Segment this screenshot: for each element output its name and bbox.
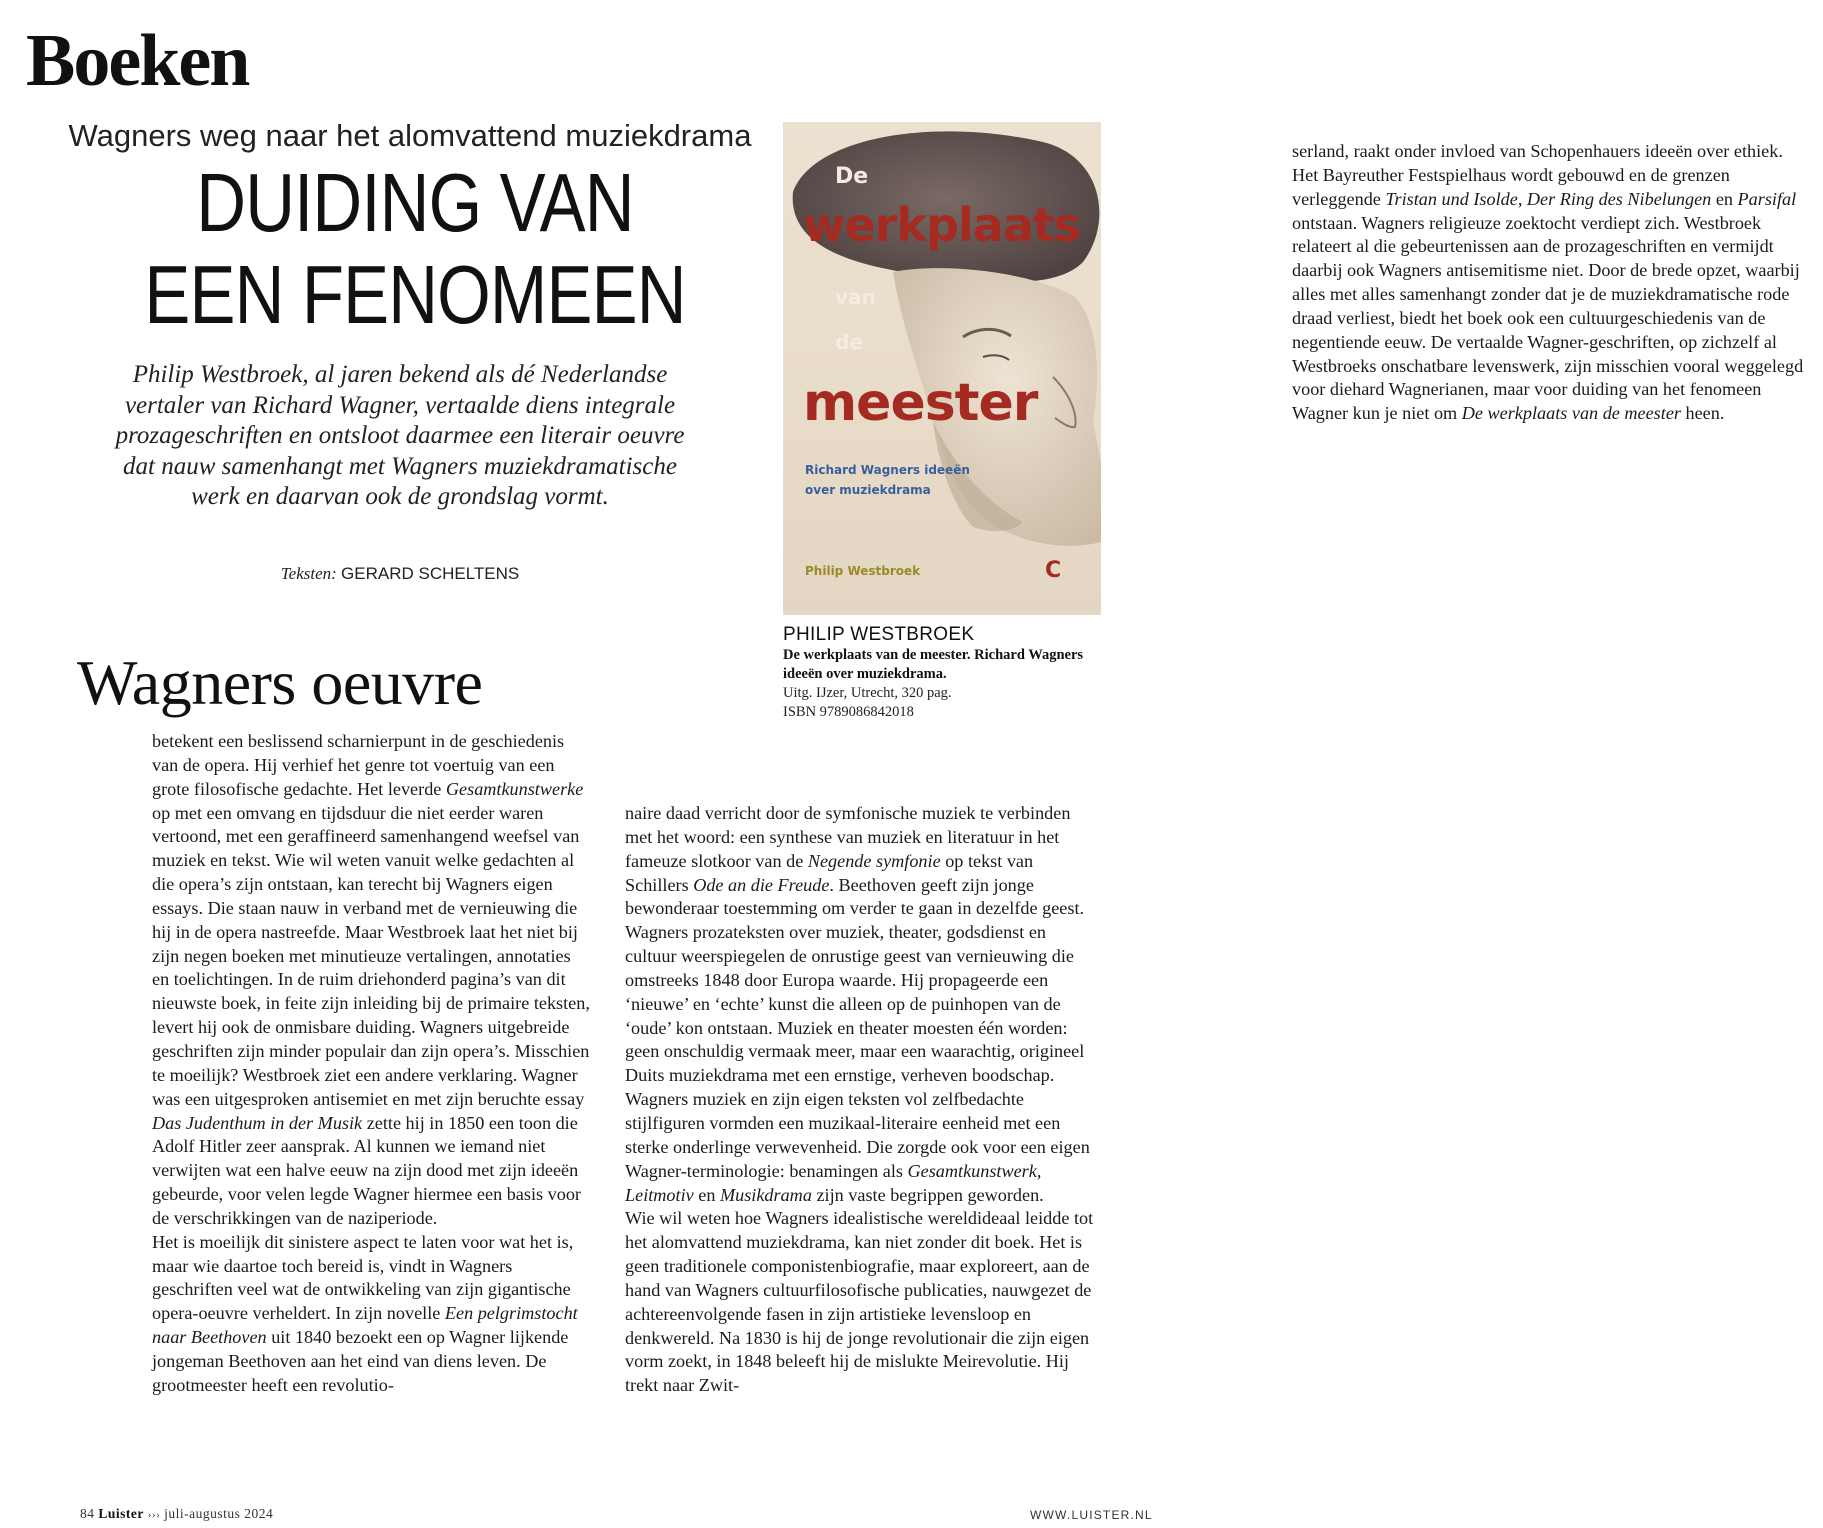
body-column-1 — [152, 730, 592, 1398]
byline-author: GERARD SCHELTENS — [341, 564, 520, 583]
page-number: 84 — [80, 1506, 95, 1521]
article-headline — [104, 157, 727, 341]
paragraph — [152, 730, 592, 1231]
cover-title-werkplaats: werkplaats — [803, 198, 1081, 252]
italic-title: Leitmotiv — [625, 1184, 694, 1205]
magazine-name: Luister — [98, 1506, 144, 1521]
cover-author: Philip Westbroek — [805, 564, 921, 578]
body-column-3 — [1292, 140, 1812, 426]
text-run: serland, raakt onder invloed van Schopenhauers ideeën over ethiek. Het Bayreuther Festspielhaus wordt gebouwd en de grenzen verleggende — [1292, 141, 1783, 209]
text-run: Het is moeilijk dit sinistere aspect te laten voor wat het is, maar wie daartoe toch bereid is, vindt in Wagners geschriften veel wat de ontwikkeling van zijn gigantische opera-oeuvre verheldert. In zijn novelle — [152, 1231, 574, 1324]
book-cover-portrait — [783, 122, 1101, 615]
body-column-2 — [625, 802, 1097, 1398]
book-isbn: ISBN 9789086842018 — [783, 704, 914, 720]
text-run: naire daad verricht door de symfonische muziek te verbinden met het woord: een synthese van muziek en literatuur in het fameuze slotkoor van de — [625, 803, 1071, 871]
article-subhead: Wagners oeuvre — [77, 647, 483, 718]
text-run: uit 1840 bezoekt een op Wagner lijkende jongeman Beethoven aan het eind van diens leven. De grootmeester heeft een revolutio- — [152, 1327, 569, 1395]
section-label: Boeken — [26, 20, 249, 102]
text-run: , — [1517, 188, 1527, 209]
cover-title-meester: meester — [803, 373, 1038, 433]
headline-line-1: DUIDING VAN — [196, 156, 634, 249]
website-url: WWW.LUISTER.NL — [1030, 1508, 1153, 1522]
book-title: De werkplaats van de meester. Richard Wagners ideeën over muziekdrama. — [783, 647, 1084, 682]
paragraph — [1292, 140, 1812, 426]
paragraph — [625, 802, 1097, 921]
text-run: , — [1036, 1160, 1042, 1181]
italic-title: Der Ring des Nibelungen — [1526, 188, 1712, 209]
text-run: betekent een beslissend scharnierpunt in de geschiedenis van de opera. Hij verhief het genre tot voertuig van een grote filosofische gedachte. Het leverde — [152, 731, 565, 799]
byline-label: Teksten: — [280, 564, 337, 583]
book-cover — [783, 122, 1101, 615]
text-run: . Beethoven geeft zijn jonge bewonderaar toestemming om verder te gaan in dezelfde geest. — [625, 874, 1085, 919]
cover-title-de: De — [835, 164, 869, 189]
cover-title-van: van — [835, 285, 876, 309]
article-kicker: Wagners weg naar het alomvattend muziekdrama — [68, 118, 752, 153]
chevrons-icon: ››› — [147, 1509, 161, 1521]
italic-title: Een pelgrimstocht naar Beethoven — [152, 1303, 578, 1348]
paragraph — [625, 921, 1097, 1207]
text-run: en — [1711, 188, 1738, 209]
article-intro: Philip Westbroek, al jaren bekend als dé Nederlandse vertaler van Richard Wagner, vertaalde diens integrale prozageschriften en ontsloot daarmee een literair oeuvre dat nauw samenhangt met Wagners muziekdramatische werk en daarvan ook de grondslag vormt. — [115, 361, 685, 510]
publisher-logo-icon: С — [1045, 558, 1062, 583]
book-publisher: Uitg. IJzer, Utrecht, 320 pag. — [783, 685, 952, 701]
text-run: ontstaan. Wagners religieuze zoektocht verdiept zich. Westbroek relateert al die gebeurtenissen aan de prozageschriften en vermijdt daarbij ook Wagners antisemitisme niet. Door de brede opzet, waarbij alles met alles samenhangt zonder dat je de muziekdramatische rode draad verliest, biedt het boek ook een cultuurgeschiedenis van de negentiende eeuw. De vertaalde Wagner-geschriften, op zichzelf al Westbroeks onschatbare levenswerk, zijn misschien vooral weggelegd voor diehard Wagnerianen, maar voor duiding van het fenomeen Wagner kun je niet om — [1292, 212, 1804, 424]
text-run: op tekst van Schillers — [625, 850, 1034, 895]
cover-title-de-2: de — [835, 330, 863, 354]
text-run: Wagners prozateksten over muziek, theater, godsdienst en cultuur weerspiegelen de onrustige geest van vernieuwing die omstreeks 1848 door Europa waarde. Hij propageerde een ‘nieuwe’ en ‘echte’ kunst die alleen op de puinhopen van de ‘oude’ kon ontstaan. Muziek en theater moesten één worden: geen onschuldig vermaak meer, maar een waarachtig, origineel Duits muziekdrama met een ernstige, verheven boodschap. Wagners muziek en zijn eigen teksten vol zelfbedachte stijlfiguren vormden een muzikaal-literaire eenheid met een sterke onderlinge verwevenheid. Die zorgde ook voor een eigen Wagner-terminologie: benamingen als — [625, 922, 1090, 1181]
byline — [150, 564, 650, 584]
italic-title: Das Judenthum in der Musik — [152, 1112, 363, 1133]
italic-title: Negende symfonie — [807, 850, 941, 871]
italic-title: Ode an die Freude — [693, 874, 830, 895]
cover-subtitle-line-1: Richard Wagners ideeën — [805, 463, 970, 477]
italic-title: Gesamtkunstwerk — [907, 1160, 1037, 1181]
book-info — [783, 624, 1113, 722]
book-author: PHILIP WESTBROEK — [783, 624, 975, 645]
text-run: op met een omvang en tijdsduur die niet eerder waren vertoond, met een geraffineerd samenhangend weefsel van muziek en tekst. Wie wil weten vanuit welke gedachten al die opera’s zijn ontstaan, kan terecht bij Wagners eigen essays. Die staan nauw in verband met de vernieuwing die hij in de opera nastreefde. Maar Westbroek laat het niet bij zijn negen boeken met minutieuze vertalingen, annotaties en toelichtingen. In de ruim driehonderd pagina’s van dit nieuwste boek, in feite zijn inleiding bij de primaire teksten, levert hij ook de onmisbare duiding. Wagners uitgebreide geschriften zijn minder populair dan zijn opera’s. Misschien te moeilijk? Westbroek ziet een andere verklaring. Wagner was een uitgesproken antisemiet en met zijn beruchte essay — [152, 802, 590, 1109]
text-run: zijn vaste begrippen geworden. — [811, 1184, 1044, 1205]
page-footer — [80, 1506, 273, 1522]
italic-title: Tristan und Isolde — [1385, 188, 1518, 209]
italic-title: De werkplaats van de meester — [1461, 403, 1681, 424]
paragraph — [625, 1207, 1097, 1398]
text-run: Wie wil weten hoe Wagners idealistische wereldideaal leidde tot het alomvattend muziekdrama, kan niet zonder dit boek. Het is geen traditionele componistenbiografie, maar exploreert, aan de hand van Wagners cultuurfilosofische publicaties, nauwgezet de achtereenvolgende fasen in zijn artistieke levensloop en denkwereld. Na 1830 is hij de jonge revolutionair die zijn eigen vorm zoekt, in 1848 beleeft hij de mislukte Meirevolutie. Hij trekt naar Zwit- — [625, 1208, 1094, 1396]
paragraph — [152, 1231, 592, 1398]
italic-title: Gesamtkunstwerke — [445, 778, 584, 799]
text-run: zette hij in 1850 een toon die Adolf Hitler zeer aansprak. Al kunnen we iemand niet verwijten wat een halve eeuw na zijn dood met zijn ideeën gebeurde, voor velen legde Wagner hiermee een basis voor de verschrikkingen van de naziperiode. — [152, 1112, 581, 1228]
text-run: heen. — [1680, 403, 1725, 424]
headline-line-2: EEN FENOMEEN — [144, 248, 686, 341]
text-run: en — [693, 1184, 720, 1205]
issue-date: juli-augustus 2024 — [164, 1506, 274, 1521]
italic-title: Musikdrama — [719, 1184, 812, 1205]
italic-title: Parsifal — [1737, 188, 1797, 209]
cover-subtitle-line-2: over muziekdrama — [805, 483, 931, 497]
